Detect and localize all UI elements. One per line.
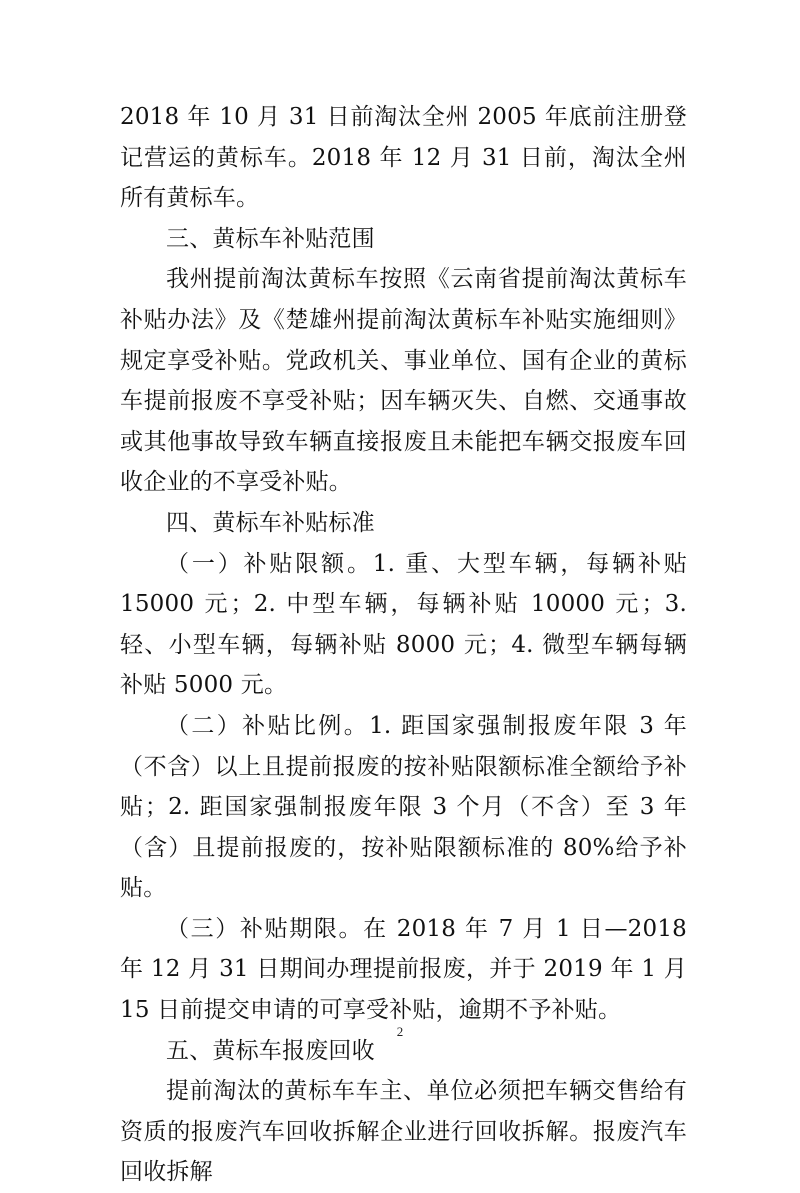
- paragraph-continuation: 2018 年 10 月 31 日前淘汰全州 2005 年底前注册登记营运的黄标车。2018 年 12 月 31 日前，淘汰全州所有黄标车。: [120, 104, 687, 212]
- paragraph-subsidy-period: （三）补贴期限。在 2018 年 7 月 1 日—2018 年 12 月 31 日期间办理提前报废，并于 2019 年 1 月 15 日前提交申请的可享受补贴，逾期不予补贴。: [120, 915, 687, 1024]
- page-number: 2: [396, 1024, 404, 1039]
- section-heading-5: 五、黄标车报废回收: [166, 1037, 375, 1064]
- paragraph-subsidy-limit: （一）补贴限额。1. 重、大型车辆，每辆补贴 15000 元；2. 中型车辆，每辆补贴 10000 元；3. 轻、小型车辆，每辆补贴 8000 元；4. 微型车辆每辆补贴 5000 元。: [120, 550, 687, 699]
- section-heading-4: 四、黄标车补贴标准: [166, 509, 375, 536]
- section-heading-3: 三、黄标车补贴范围: [166, 225, 375, 252]
- paragraph-subsidy-ratio: （二）补贴比例。1. 距国家强制报废年限 3 年（不含）以上且提前报废的按补贴限额标准全额给予补贴；2. 距国家强制报废年限 3 个月（不含）至 3 年（含）且提前报废的，按补贴限额标准的 80%给予补贴。: [120, 712, 687, 902]
- paragraph-subsidy-scope: 我州提前淘汰黄标车按照《云南省提前淘汰黄标车补贴办法》及《楚雄州提前淘汰黄标车补贴实施细则》规定享受补贴。党政机关、事业单位、国有企业的黄标车提前报废不享受补贴；因车辆灭失、自燃、交通事故或其他事故导致车辆直接报废且未能把车辆交报废车回收企业的不享受补贴。: [120, 266, 687, 496]
- paragraph-recycling: 提前淘汰的黄标车车主、单位必须把车辆交售给有资质的报废汽车回收拆解企业进行回收拆解。报废汽车回收拆解: [120, 1078, 687, 1186]
